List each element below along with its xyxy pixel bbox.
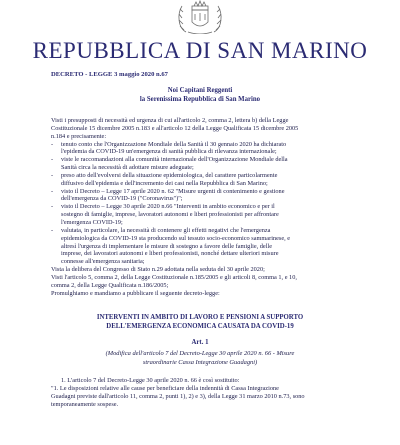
preamble-line: sostegno di famiglie, imprese, lavoratori autonomi e liberi professionisti per affrontare — [61, 211, 279, 219]
decree-reference: DECRETO - LEGGE 3 maggio 2020 n.67 — [51, 71, 168, 78]
preamble-line: imprese, dei lavoratori autonomi e liberi professionisti, nonché dettare ulteriori misure — [61, 250, 279, 258]
preamble-line: Visti l'articolo 5, comma 2, della Legge Costituzionale n.185/2005 e gli articoli 8, comma 1, e 10, — [51, 273, 297, 281]
preamble-text — [51, 117, 361, 297]
republic-heading: la Serenissima Repubblica di San Marino — [139, 96, 261, 103]
preamble-line: - visto il Decreto – Legge 17 aprile 2020 n. 62 "Misure urgenti di contenimento e gestione — [51, 188, 361, 196]
article-body-line: Guadagni previste dall'articolo 11, comma 2, punti 1), 2) e 3), della Legge 31 marzo 2010 n.73, sono — [51, 392, 305, 400]
article-body — [51, 377, 361, 408]
preamble-line: l'emergenza COVID-19; — [61, 218, 123, 226]
article-subtitle-line2: straordinarie Cassa Integrazione Guadagni) — [142, 359, 258, 366]
article-body-line: "1. Le disposizioni relative alle cause per beneficiare della indennità di Cassa Integrazione — [51, 384, 279, 392]
preamble-line: Costituzionale 15 dicembre 2005 n.183 e all'articolo 12 della Legge Qualificata 15 dicembre 2005 — [51, 124, 299, 132]
regents-heading: Noi Capitani Reggenti — [167, 87, 233, 94]
section-title-line2: DELL'EMERGENZA ECONOMICA CAUSATA DA COVID-19 — [106, 323, 294, 330]
preamble-line: l'epidemia da COVID-19 un'emergenza di sanità pubblica di rilevanza internazionale; — [61, 148, 277, 156]
preamble-line: Sanità circa la necessità di adottare misure adeguate; — [61, 164, 194, 172]
section-title-line1: INTERVENTI IN AMBITO DI LAVORO E PENSIONI A SUPPORTO — [96, 314, 304, 321]
article-label: Art. 1 — [191, 339, 209, 346]
page-title: REPUBBLICA DI SAN MARINO — [32, 38, 368, 63]
preamble-line: Promulghiamo e mandiamo a pubblicare il seguente decreto-legge: — [51, 289, 220, 297]
preamble-line: - valutata, in particolare, la necessità di contenere gli effetti negativi che l'emergenza — [51, 227, 361, 235]
article-body-line: temporaneamente sospese. — [51, 400, 119, 408]
article-subtitle-line1: (Modifica dell'articolo 7 del Decreto-Legge 30 aprile 2020 n. 66 - Misure — [105, 350, 295, 357]
article-body-line: 1. L'articolo 7 del Decreto-Legge 30 aprile 2020 n. 66 è così sostituito: — [61, 377, 240, 384]
coat-of-arms-icon — [174, 0, 226, 34]
preamble-line: Vista la delibera del Congresso di Stato n.29 adottata nella seduta del 30 aprile 2020; — [51, 266, 265, 274]
preamble-line: epidemiologica da COVID-19 sta producendo sul tessuto socio-economico sammarinese, e — [61, 234, 291, 242]
preamble-line: comma 2, della Legge Qualificata n.186/2005; — [51, 281, 169, 289]
preamble-line: diffusivo dell'epidemia e dell'incremento dei casi nella Repubblica di San Marino; — [61, 179, 268, 187]
preamble-line: - viste le raccomandazioni alla comunità internazionale dell'Organizzazione Mondiale della — [51, 156, 361, 164]
preamble-line: dell'emergenza da COVID-19 ("Coronavirus")"; — [61, 195, 183, 203]
preamble-line: connesse all'emergenza sanitaria; — [61, 258, 145, 266]
preamble-line: - preso atto dell'evolversi della situazione epidemiologica, del carattere particolarmente — [51, 172, 361, 180]
preamble-line: altresì l'urgenza di implementare le misure di sostegno a favore delle famiglie, delle — [61, 242, 273, 250]
preamble-line: - tenuto conto che l'Organizzazione Mondiale della Sanità il 30 gennaio 2020 ha dichiarato — [51, 141, 361, 149]
preamble-line: n.184 e precisamente: — [51, 132, 107, 140]
preamble-line: Visti i presupposti di necessità ed urgenza di cui all'articolo 2, comma 2, lettera b) della Legge — [51, 117, 289, 124]
preamble-line: - visto il Decreto – Legge 30 aprile 2020 n.66 "Interventi in ambito economico e per il — [51, 203, 361, 211]
